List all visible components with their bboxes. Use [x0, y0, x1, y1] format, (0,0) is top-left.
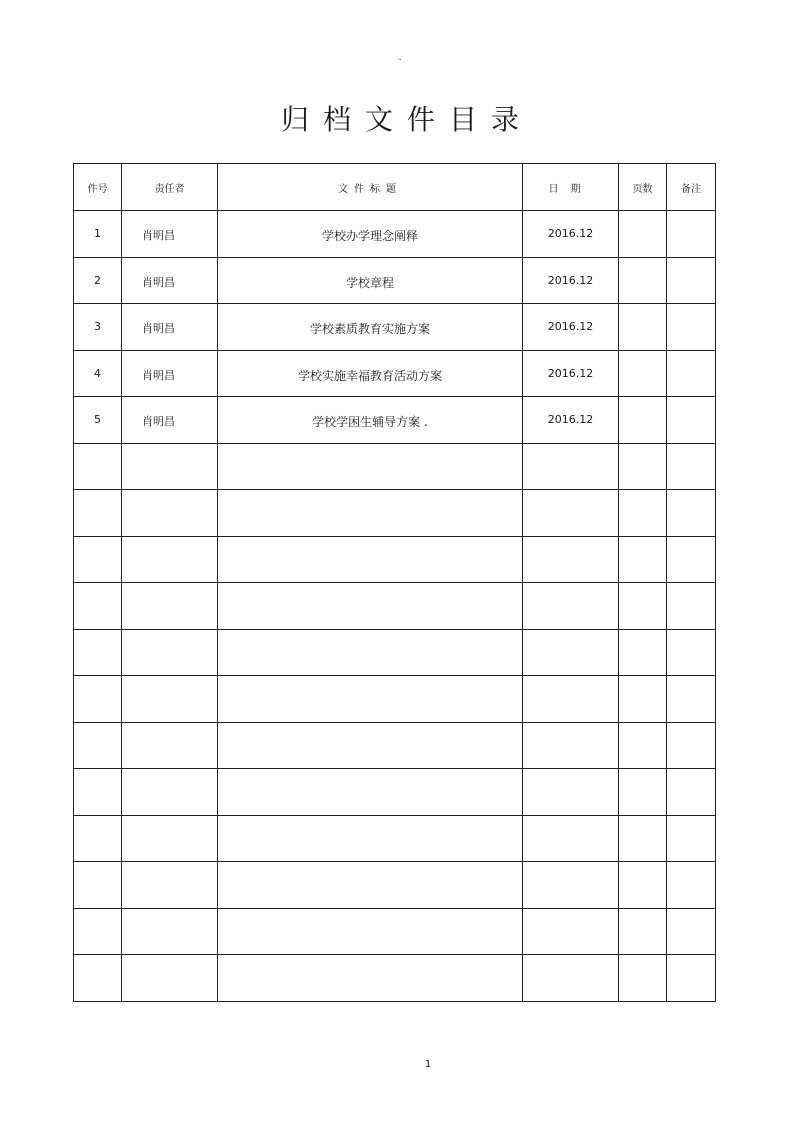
header-item-no: 件号 — [74, 164, 122, 211]
cell-person: 肖明昌 — [122, 257, 218, 304]
cell-item-no — [74, 443, 122, 490]
top-dot-mark: . — [398, 53, 402, 63]
cell-notes — [667, 490, 716, 537]
table-row — [74, 815, 716, 862]
cell-notes — [667, 583, 716, 630]
cell-item-no — [74, 676, 122, 723]
cell-notes — [667, 722, 716, 769]
table-row — [74, 583, 716, 630]
cell-date — [523, 955, 619, 1002]
table-header-row — [74, 164, 716, 211]
cell-date — [523, 676, 619, 723]
cell-item-no: 4 — [74, 350, 122, 397]
cell-doc-title — [218, 769, 523, 816]
cell-item-no — [74, 629, 122, 676]
cell-pages — [619, 908, 667, 955]
cell-notes — [667, 769, 716, 816]
cell-person: 肖明昌 — [122, 397, 218, 444]
table-row — [74, 722, 716, 769]
cell-pages — [619, 397, 667, 444]
table-row — [74, 257, 716, 304]
cell-person — [122, 443, 218, 490]
cell-person — [122, 769, 218, 816]
table-row — [74, 443, 716, 490]
cell-doc-title: 学校办学理念阐释 — [218, 211, 523, 258]
cell-pages — [619, 211, 667, 258]
cell-notes — [667, 211, 716, 258]
cell-person — [122, 583, 218, 630]
cell-date — [523, 629, 619, 676]
cell-pages — [619, 955, 667, 1002]
cell-person: 肖明昌 — [122, 211, 218, 258]
cell-item-no — [74, 490, 122, 537]
cell-notes — [667, 397, 716, 444]
cell-person — [122, 676, 218, 723]
cell-date — [523, 908, 619, 955]
cell-date — [523, 583, 619, 630]
table-row — [74, 862, 716, 909]
cell-notes — [667, 350, 716, 397]
cell-date — [523, 443, 619, 490]
archive-catalog-table — [73, 163, 716, 1002]
cell-pages — [619, 629, 667, 676]
cell-date — [523, 536, 619, 583]
table-row — [74, 304, 716, 351]
cell-item-no — [74, 908, 122, 955]
cell-date — [523, 490, 619, 537]
cell-item-no — [74, 862, 122, 909]
cell-date: 2016.12 — [523, 211, 619, 258]
cell-date: 2016.12 — [523, 257, 619, 304]
table-row — [74, 211, 716, 258]
cell-doc-title — [218, 536, 523, 583]
header-date: 日期 — [523, 164, 619, 211]
table-row — [74, 350, 716, 397]
cell-doc-title — [218, 490, 523, 537]
cell-doc-title: 学校学困生辅导方案 . — [218, 397, 523, 444]
table-row — [74, 629, 716, 676]
cell-person — [122, 955, 218, 1002]
cell-person — [122, 490, 218, 537]
cell-date: 2016.12 — [523, 350, 619, 397]
cell-doc-title — [218, 815, 523, 862]
cell-date: 2016.12 — [523, 397, 619, 444]
table-row — [74, 769, 716, 816]
cell-doc-title — [218, 862, 523, 909]
cell-pages — [619, 536, 667, 583]
cell-person — [122, 536, 218, 583]
table-row — [74, 908, 716, 955]
cell-pages — [619, 257, 667, 304]
cell-person: 肖明昌 — [122, 304, 218, 351]
header-notes: 备注 — [667, 164, 716, 211]
cell-notes — [667, 629, 716, 676]
cell-pages — [619, 583, 667, 630]
cell-date: 2016.12 — [523, 304, 619, 351]
cell-person: 肖明昌 — [122, 350, 218, 397]
cell-pages — [619, 862, 667, 909]
cell-doc-title — [218, 908, 523, 955]
cell-notes — [667, 815, 716, 862]
cell-item-no — [74, 722, 122, 769]
table-row — [74, 536, 716, 583]
cell-doc-title — [218, 955, 523, 1002]
cell-notes — [667, 304, 716, 351]
cell-item-no — [74, 815, 122, 862]
cell-pages — [619, 769, 667, 816]
table-row — [74, 490, 716, 537]
cell-pages — [619, 350, 667, 397]
cell-date — [523, 862, 619, 909]
cell-item-no: 3 — [74, 304, 122, 351]
header-person: 责任者 — [122, 164, 218, 211]
cell-notes — [667, 443, 716, 490]
cell-doc-title — [218, 443, 523, 490]
cell-item-no — [74, 955, 122, 1002]
header-pages: 页数 — [619, 164, 667, 211]
cell-person — [122, 815, 218, 862]
cell-item-no — [74, 536, 122, 583]
cell-notes — [667, 257, 716, 304]
page-title: 归档文件目录 — [280, 103, 533, 136]
cell-item-no: 2 — [74, 257, 122, 304]
page-number: 1 — [424, 1059, 432, 1070]
table-body — [74, 211, 716, 1002]
cell-notes — [667, 908, 716, 955]
cell-notes — [667, 955, 716, 1002]
cell-pages — [619, 676, 667, 723]
cell-notes — [667, 676, 716, 723]
cell-person — [122, 908, 218, 955]
table-row — [74, 676, 716, 723]
table-row — [74, 397, 716, 444]
table-row — [74, 955, 716, 1002]
cell-person — [122, 862, 218, 909]
cell-item-no — [74, 583, 122, 630]
cell-notes — [667, 536, 716, 583]
cell-pages — [619, 304, 667, 351]
header-doc-title: 文件标题 — [218, 164, 523, 211]
cell-pages — [619, 722, 667, 769]
cell-item-no: 5 — [74, 397, 122, 444]
cell-doc-title — [218, 722, 523, 769]
cell-pages — [619, 815, 667, 862]
cell-item-no: 1 — [74, 211, 122, 258]
cell-doc-title — [218, 583, 523, 630]
cell-doc-title: 学校实施幸福教育活动方案 — [218, 350, 523, 397]
cell-pages — [619, 443, 667, 490]
cell-person — [122, 722, 218, 769]
cell-item-no — [74, 769, 122, 816]
cell-person — [122, 629, 218, 676]
cell-doc-title: 学校章程 — [218, 257, 523, 304]
cell-date — [523, 722, 619, 769]
cell-doc-title: 学校素质教育实施方案 — [218, 304, 523, 351]
cell-doc-title — [218, 676, 523, 723]
cell-pages — [619, 490, 667, 537]
cell-notes — [667, 862, 716, 909]
cell-date — [523, 769, 619, 816]
cell-date — [523, 815, 619, 862]
cell-doc-title — [218, 629, 523, 676]
